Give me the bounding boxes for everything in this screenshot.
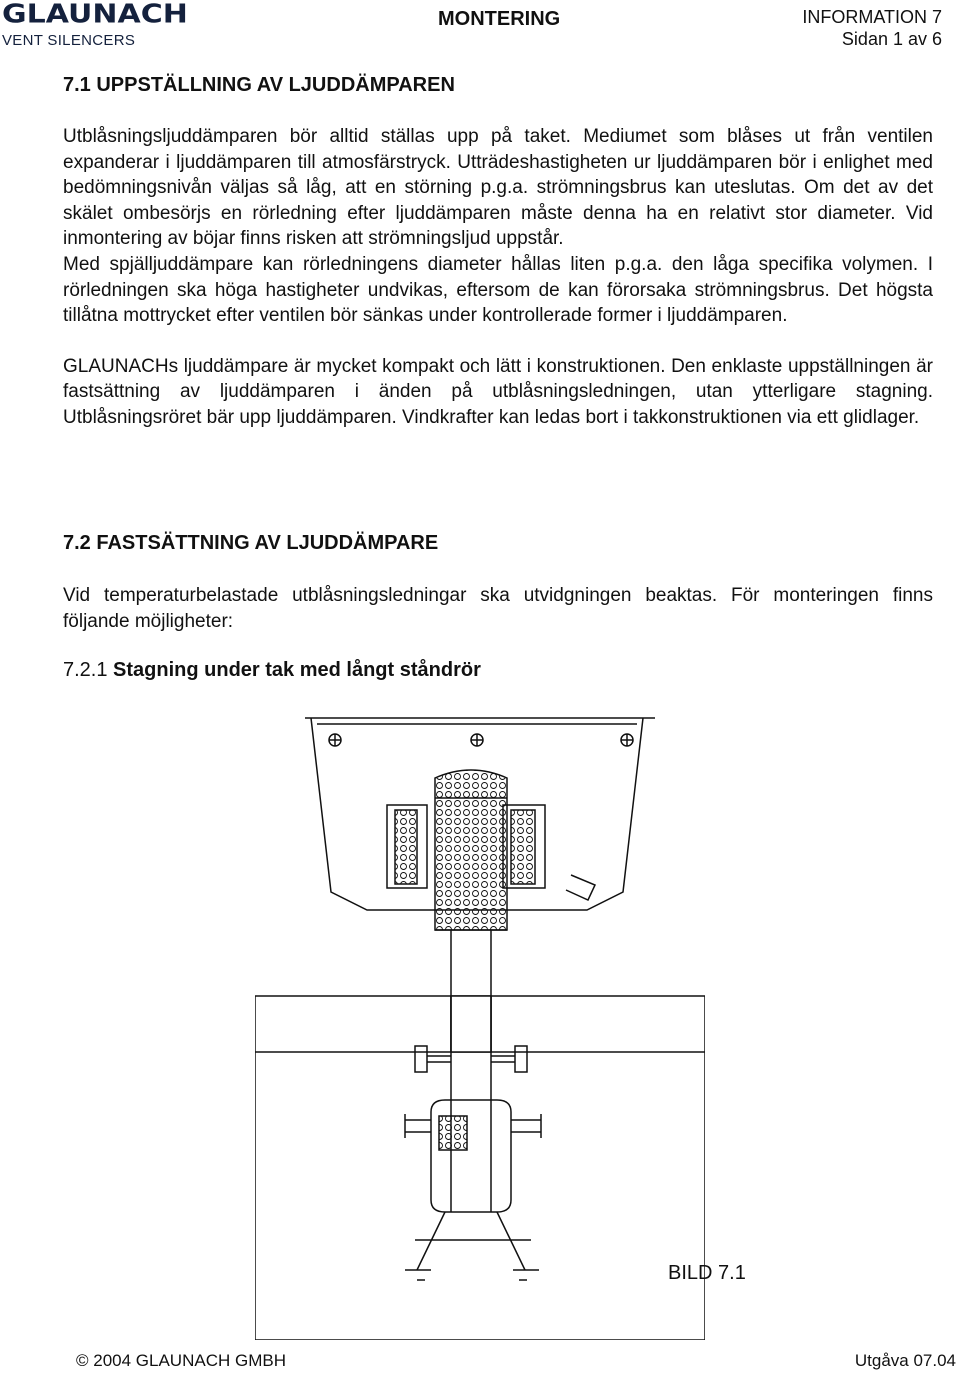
baffle-left [395,810,417,884]
figure-caption: BILD 7.1 [668,1262,746,1284]
subsection-number: 7.2.1 [63,659,108,681]
section-heading-7-1: 7.1 UPPSTÄLLNING AV LJUDDÄMPAREN [63,74,455,96]
document-title: MONTERING [438,8,561,30]
arm-right [511,1114,541,1138]
page-number: Sidan 1 av 6 [841,29,942,49]
footer-edition: Utgåva 07.04 [854,1351,956,1370]
subsection-heading [63,659,481,682]
silencer-drawing [255,700,705,1340]
lower-baffle [439,1116,467,1150]
info-number: INFORMATION 7 [802,7,942,27]
logo-tagline: VENT SILENCERS [2,32,136,49]
company-logo [2,2,262,49]
paragraph-2: Med spjälljuddämpare kan rörledningens diameter hållas liten p.g.a. den låga specifika volymen. I rörledningen ska höga hastigheter undvikas, eftersom de kan förorsaka strömningsbrus. Det högsta tillåtna mottrycket efter ventilen bör sänkas under kontrollerade former i ljuddämparen. [63,253,933,327]
support-feet [405,1270,539,1280]
section-7-2-body [63,583,933,634]
footer-copyright: © 2004 GLAUNACH GMBH [76,1351,286,1370]
paragraph-3: GLAUNACHs ljuddämpare är mycket kompakt och lätt i konstruktionen. Den enklaste uppställningen är fastsättning av ljuddämparen i änden på utblåsningsledningen, utan ytterligare stagning. Utblåsningsröret bär upp ljuddämparen. Vindkrafter kan ledas bort i takkonstruktionen via ett glidlager. [63,355,933,428]
support-legs [415,1212,531,1270]
section-heading-7-2: 7.2 FASTSÄTTNING AV LJUDDÄMPARE [63,532,439,554]
flange-left [415,1046,451,1072]
paragraph-4: Vid temperaturbelastade utblåsningsledningar ska utvidgningen beaktas. För monteringen finns följande möjligheter: [63,585,933,632]
nozzle [566,875,595,900]
baffle-right [511,810,535,884]
header-info [802,6,942,50]
logo-wordmark: GLAUNACH [2,0,188,30]
section-7-1-body [63,124,933,431]
diffuser [435,770,507,930]
arm-left [405,1114,431,1138]
paragraph-1: Utblåsningsljuddämparen bör alltid ställas upp på taket. Mediumet som blåses ut från ventilen expanderar i ljuddämparen till atmosfärstryck. Utträdeshastigheten ur ljuddämparen bör i enlighet med bedömningsnivån väljas så låg, att en störning p.g.a. strömningsbrus kan uteslutas. Om det av det skälet ombesörjs en rörledning efter ljuddämparen måste denna ha en relativt stor diameter. Vid inmontering av böjar finns risken att strömningsljud uppstår. [63,126,933,250]
subsection-title: Stagning under tak med långt ståndrör [113,659,481,681]
standpipe [451,930,491,1212]
flange-right [491,1046,527,1072]
